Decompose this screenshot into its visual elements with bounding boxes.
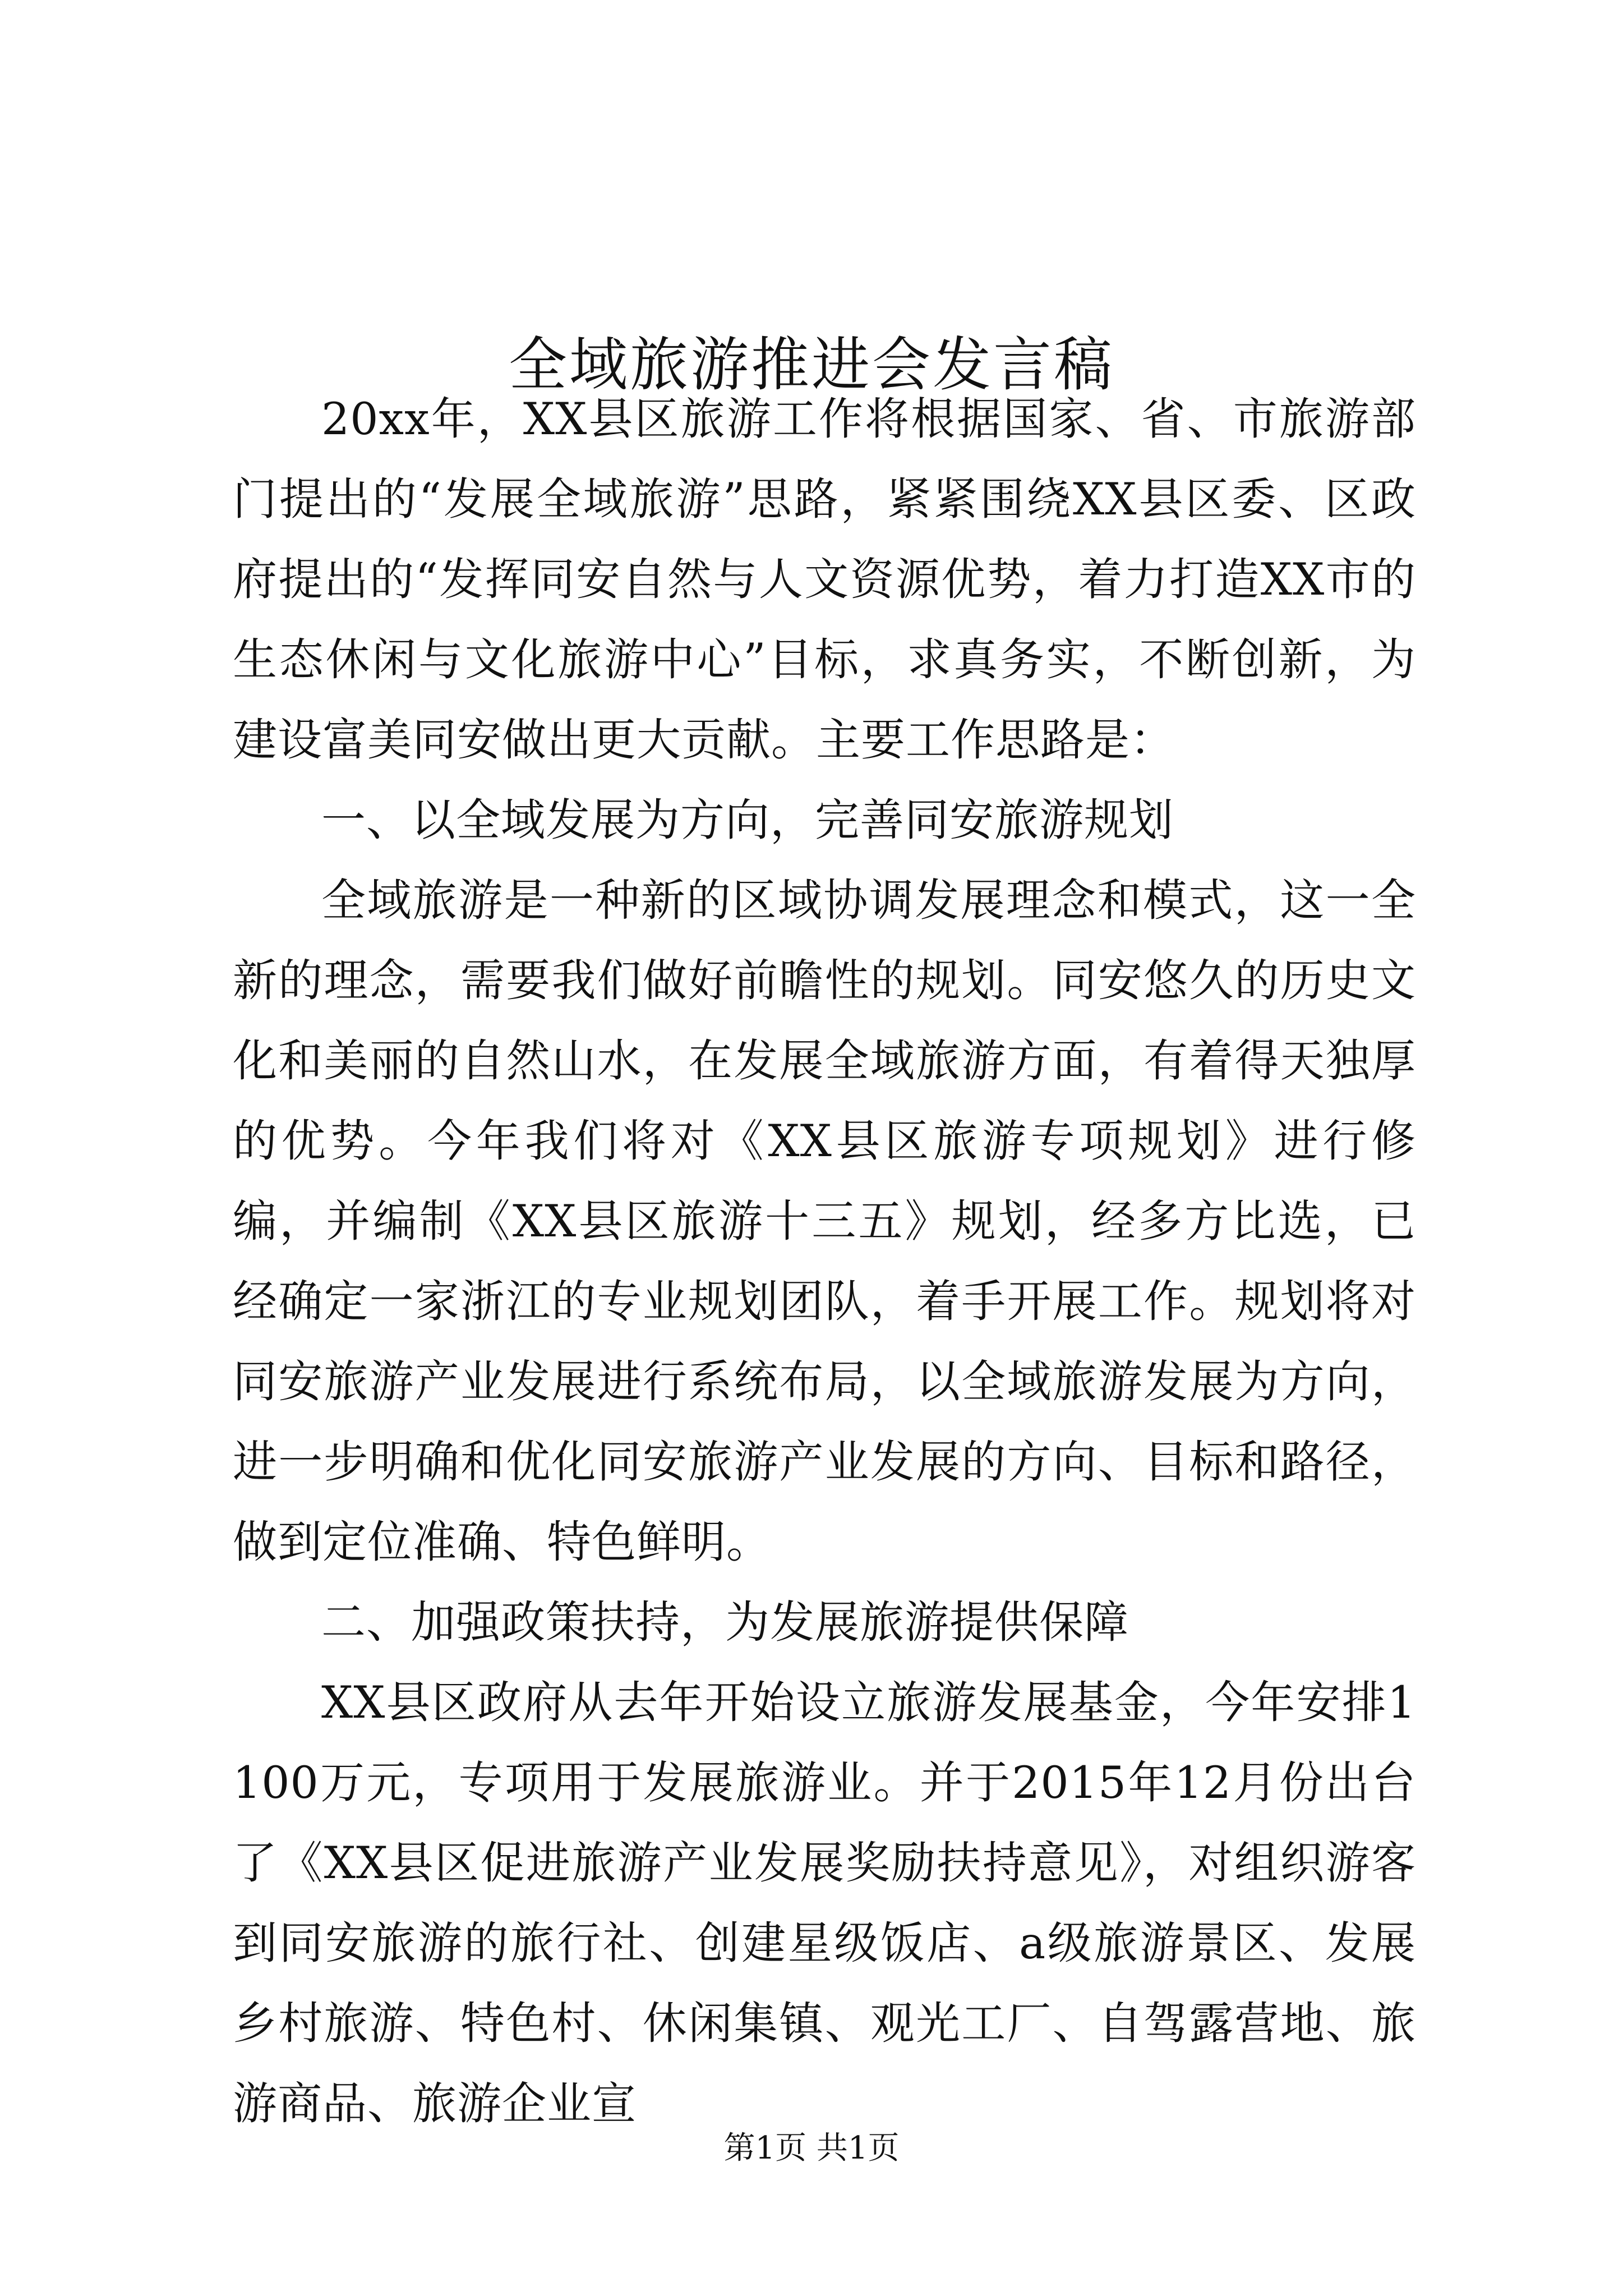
document-title: 全域旅游推进会发言稿 (508, 330, 1114, 399)
document-body (233, 379, 1416, 2144)
section-heading-2: 二、加强政策扶持，为发展旅游提供保障 (321, 1596, 1129, 1648)
paragraph-intro: 20xx年，XX县区旅游工作将根据国家、省、市旅游部门提出的“发展全域旅游”思路，紧紧围绕XX县区委、区政府提出的“发挥同安自然与人文资源优势，着力打造XX市的生态休闲与文化旅游中心”目标，求真务实，不断创新，为建设富美同安做出更大贡献。主要工作思路是： (233, 393, 1416, 766)
page-footer: 第1页 共1页 (723, 2130, 900, 2166)
paragraph-policy: XX县区政府从去年开始设立旅游发展基金，今年安排1100万元，专项用于发展旅游业。并于2015年12月份出台了《XX县区促进旅游产业发展奖励扶持意见》，对组织游客到同安旅游的旅行社、创建星级饭店、a级旅游景区、发展乡村旅游、特色村、休闲集镇、观光工厂、自驾露营地、旅游商品、旅游企业宣 (233, 1677, 1416, 2129)
paragraph-planning: 全域旅游是一种新的区域协调发展理念和模式，这一全新的理念，需要我们做好前瞻性的规划。同安悠久的历史文化和美丽的自然山水，在发展全域旅游方面，有着得天独厚的优势。今年我们将对《XX县区旅游专项规划》进行修编，并编制《XX县区旅游十三五》规划，经多方比选，已经确定一家浙江的专业规划团队，着手开展工作。规划将对同安旅游产业发展进行系统布局，以全域旅游发展为方向，进一步明确和优化同安旅游产业发展的方向、目标和路径，做到定位准确、特色鲜明。 (233, 875, 1416, 1568)
section-heading-1: 一、以全域发展为方向，完善同安旅游规划 (321, 794, 1174, 846)
